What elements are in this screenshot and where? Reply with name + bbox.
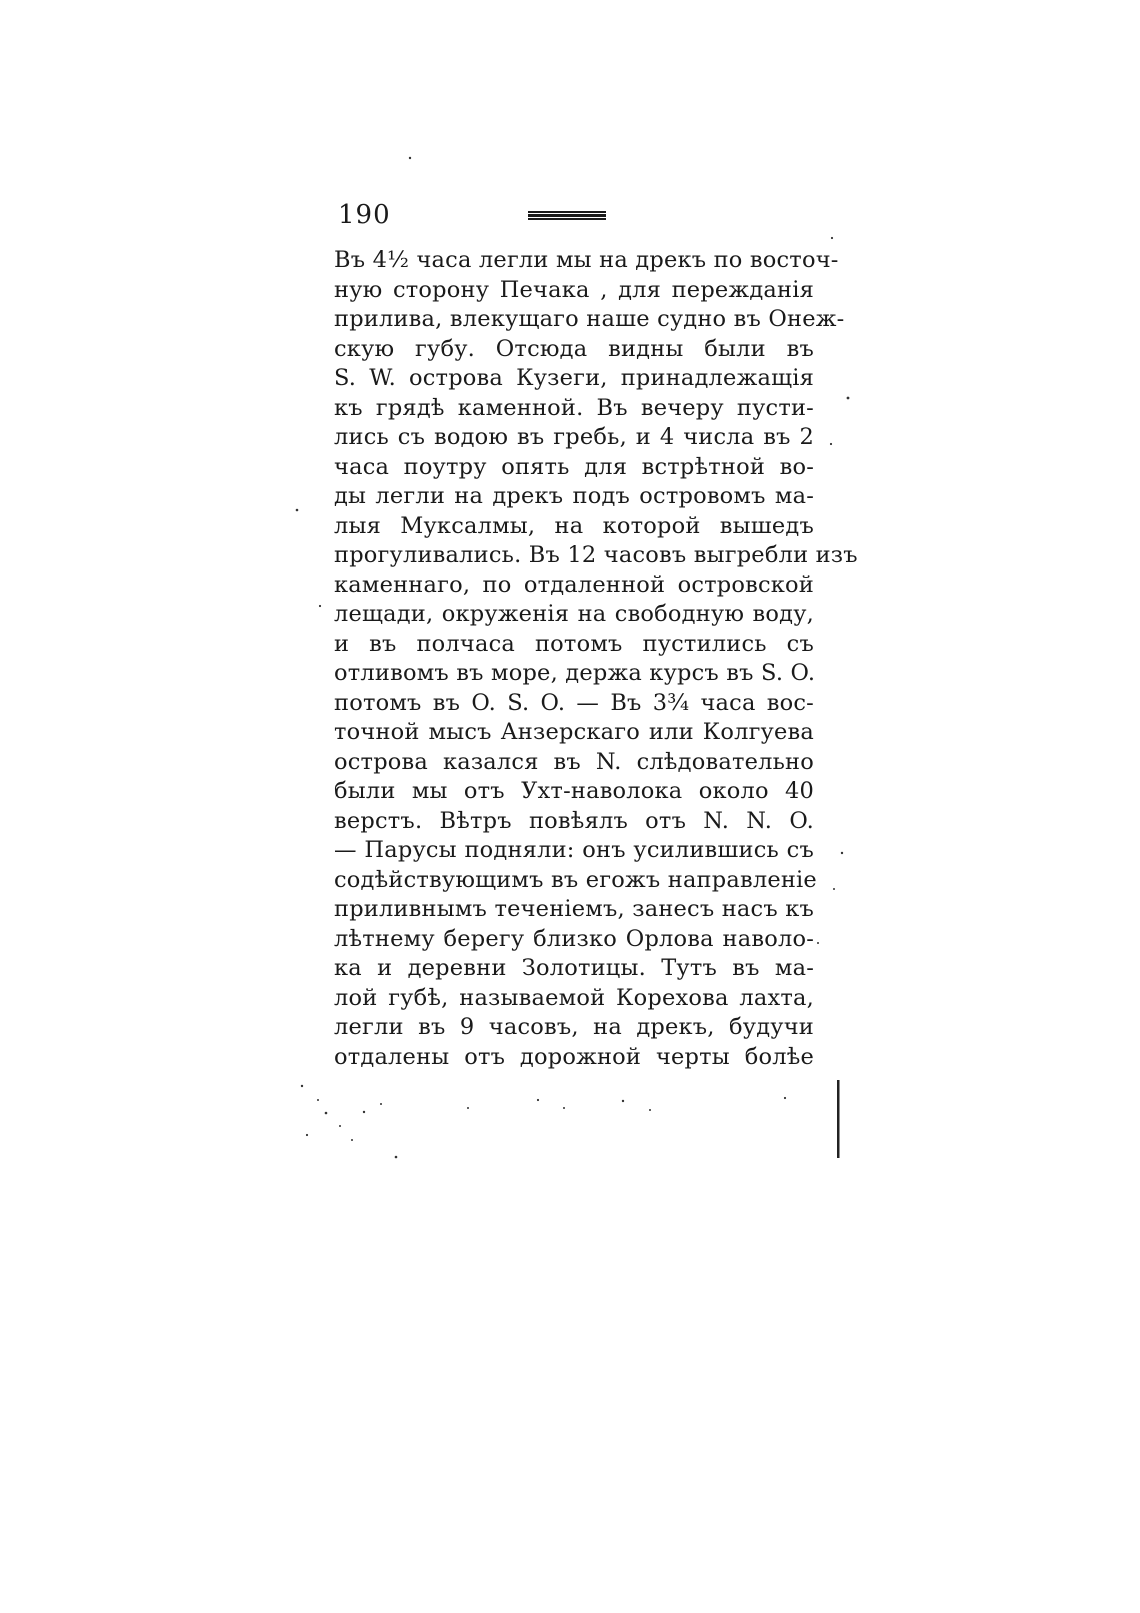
text-line: каменнаго, по отдаленной островской [334,571,814,598]
text-line: лись съ водою въ гребь, и 4 числа въ 2 [334,424,814,450]
text-line: лѣтнему берегу близко Орлова наволо- [334,925,814,952]
text-line: ка и деревни Золотицы. Тутъ въ ма- [334,955,814,981]
header-ornament-rule [528,211,606,220]
text-line: отдалены отъ дорожной черты болѣе [334,1043,814,1070]
text-line: потомъ въ O. S. O. — Въ 3¾ часа вос- [334,689,814,716]
text-line: точной мысъ Анзерскаго или Колгуева [334,719,814,745]
text-line: ную сторону Печака , для пережданія [334,276,814,303]
text-line: и въ полчаса потомъ пустились съ [334,630,814,657]
text-line: лой губѣ, называемой Корехова лахта, [334,984,814,1011]
text-line: Въ 4½ часа легли мы на дрекъ по восточ- [334,247,839,273]
text-line: верстъ. Вѣтръ повѣялъ отъ N. N. O. [334,807,814,834]
text-line: часа поутру опять для встрѣтной во- [334,453,814,480]
text-line: лыя Муксалмы, на которой вышедъ [334,512,814,539]
text-line: содѣйствующимъ въ егожъ направленіе [334,866,817,893]
page-number: 190 [338,200,391,230]
page-header [338,200,818,230]
body-text [334,246,858,1072]
text-line: къ грядѣ каменной. Въ вечеру пусти- [334,394,814,421]
text-line: — Парусы подняли: онъ усилившись съ [334,837,814,863]
text-line: ды легли на дрекъ подъ островомъ ма- [334,483,814,509]
text-line: легли въ 9 часовъ, на дрекъ, будучи [334,1014,814,1040]
text-line: были мы отъ Ухт-наволока около 40 [334,778,814,804]
text-line: лещади, окруженія на свободную воду, [334,601,814,627]
text-line: прогуливались. Въ 12 часовъ выгребли изъ [334,542,858,568]
text-line: S. W. острова Кузеги, принадлежащія [334,365,814,391]
text-line: прилива, влекущаго наше судно въ Онеж- [334,306,845,332]
text-line: скую губу. Отсюда видны были въ [334,335,814,362]
text-line: острова казался въ N. слѣдовательно [334,748,814,775]
text-line: отливомъ въ море, держа курсъ въ S. O. [334,660,816,686]
text-line: приливнымъ теченіемъ, занесъ насъ къ [334,896,814,922]
